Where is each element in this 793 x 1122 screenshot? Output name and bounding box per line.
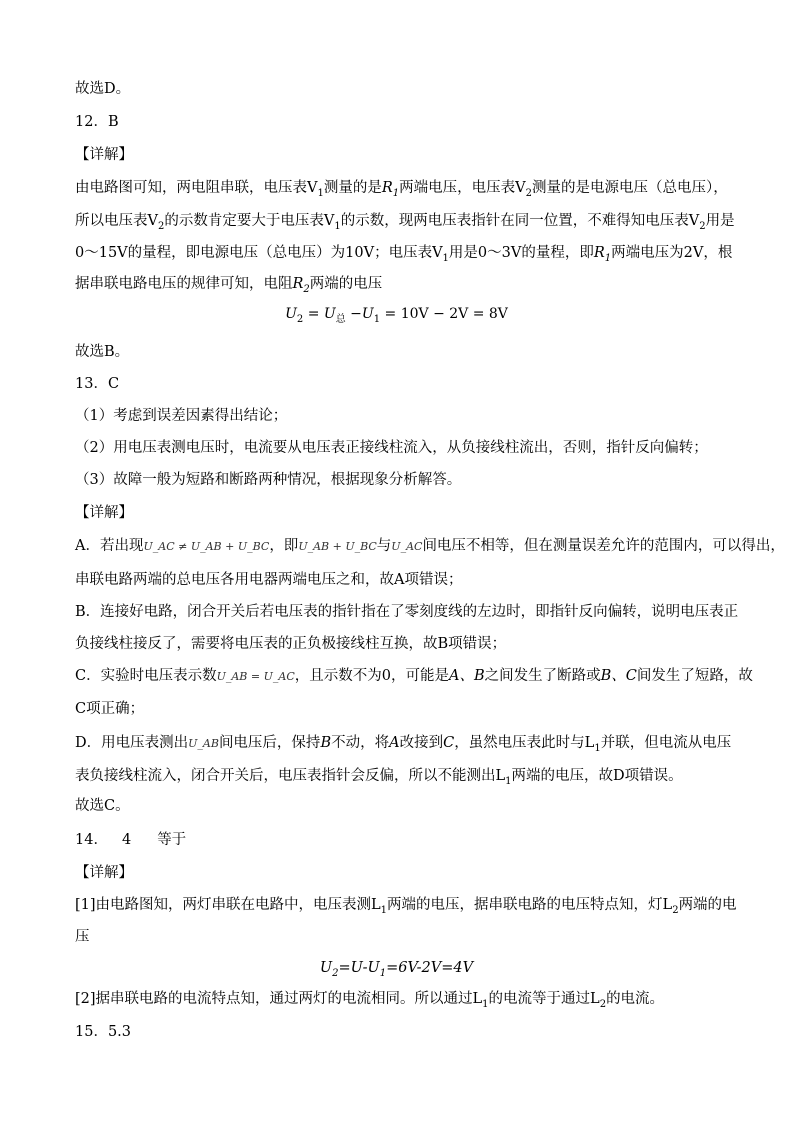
q12-answer: 12．B	[75, 114, 119, 130]
q12-paragraph-line3: 0～15V的量程，即电源电压（总电压）为10V；电压表$V_1$用是0～3V的量程，即$R_1$两端电压为2V，根	[75, 245, 733, 264]
q14-paragraph-line3: [2]据串联电路的电流特点知，通过两灯的电流相同。所以通过$L_1$的电流等于通过$L_2$的电流。	[75, 991, 665, 1010]
q13-detail-label: 【详解】	[75, 505, 133, 521]
q11-conclusion: 故选D。	[75, 81, 131, 97]
q13-option-c-line2: C项正确；	[75, 701, 145, 717]
q12-detail-label: 【详解】	[75, 147, 133, 163]
q13-option-d-line2: 表负接线柱流入，闭合开关后，电压表指针会反偏，所以不能测出$L_1$两端的电压，故D项错误。	[75, 768, 683, 787]
q15-answer: 15．5.3	[75, 1024, 132, 1040]
q14-paragraph-line2: 压	[75, 929, 90, 945]
q14-answer: 14． 4 等于	[75, 832, 187, 848]
q13-option-b-line1: B．连接好电路，闭合开关后若电压表的指针指在了零刻度线的左边时，即指针反向偏转，说明电压表正	[75, 604, 739, 620]
q13-note-2: （2）用电压表测电压时，电流要从电压表正接线柱流入，从负接线柱流出，否则，指针反向偏转；	[75, 440, 708, 456]
q13-note-3: （3）故障一般为短路和断路两种情况，根据现象分析解答。	[75, 472, 462, 488]
q12-conclusion: 故选B。	[75, 344, 130, 360]
q14-detail-label: 【详解】	[75, 865, 133, 881]
q12-paragraph-line1: 由电路图可知，两电阻串联，电压表$V_1$测量的是$R_1$两端电压，电压表$V_2$测量的是电源电压（总电压），	[75, 180, 728, 199]
q12-paragraph-line4: 据串联电路电压的规律可知，电阻$R_2$两端的电压	[75, 276, 383, 295]
q13-answer: 13．C	[75, 376, 120, 392]
q13-option-a-line1: A．若出现U_AC ≠ U_AB + U_BC，即U_AB + U_BC与U_AC间电压不相等，但在测量误差允许的范围内，可以得出，	[75, 538, 785, 554]
q13-option-b-line2: 负接线柱接反了，需要将电压表的正负极接线柱互换，故B项错误；	[75, 636, 507, 652]
q13-option-c-line1: C．实验时电压表示数U_AB = U_AC，且示数不为0，可能是A、B之间发生了断路或B、C间发生了短路，故	[75, 668, 753, 684]
q14-equation: $U_2=U-U_1=6V-2V=4V$	[319, 960, 474, 979]
q14-paragraph-line1: [1]由电路图知，两灯串联在电路中，电压表测$L_1$两端的电压，据串联电路的电压特点知，灯$L_2$两端的电	[75, 897, 737, 916]
q12-equation: $U_2 = U_总 -U_1 = 10V - 2V = 8V$	[285, 306, 508, 325]
q12-paragraph-line2: 所以电压表$V_2$的示数肯定要大于电压表$V_1$的示数，现两电压表指针在同一位置，不难得知电压表$V_2$用是	[75, 213, 735, 232]
q13-conclusion: 故选C。	[75, 798, 130, 814]
q13-option-d-line1: D．用电压表测出U_AB间电压后，保持B不动，将A改接到C，虽然电压表此时与$L_1$并联，但电流从电压	[75, 735, 732, 754]
q13-note-1: （1）考虑到误差因素得出结论；	[75, 408, 288, 424]
q13-option-a-line2: 串联电路两端的总电压各用电器两端电压之和，故A项错误；	[75, 572, 463, 588]
